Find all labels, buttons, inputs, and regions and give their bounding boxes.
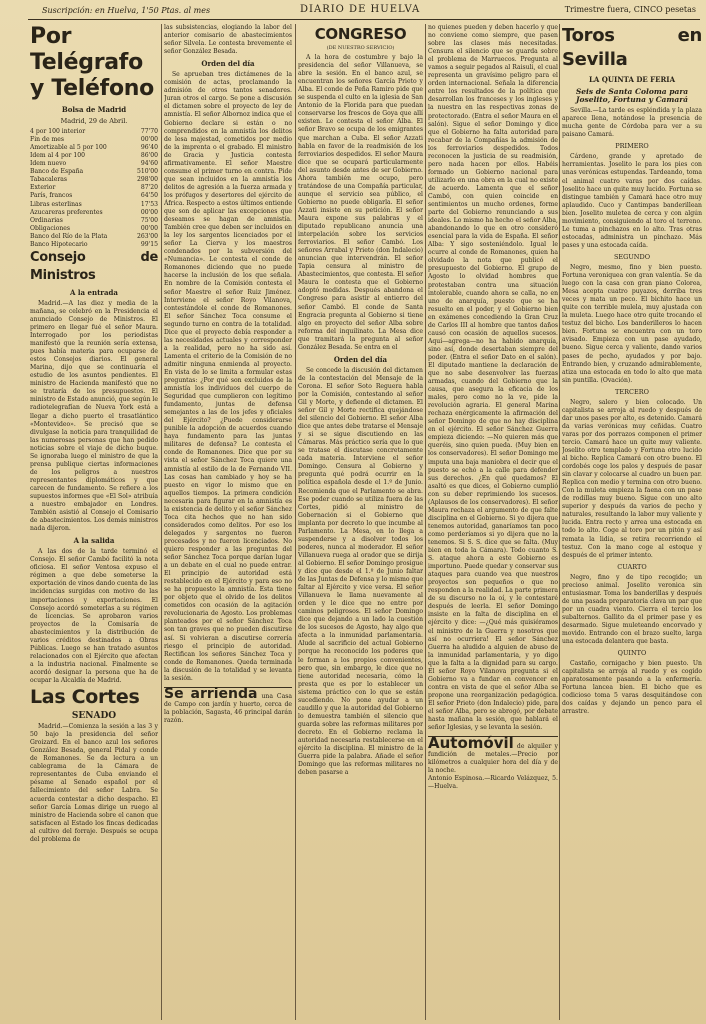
column-3 xyxy=(298,24,423,1020)
toros-intro: Sevilla.—La tarde es espléndida y la plaza aparece llena, notándose la presencia de mucha gente de Córdoba para ver a su paisano Camará. xyxy=(562,107,702,139)
bolsa-security: Banco Hipotecario xyxy=(30,240,88,248)
bolsa-row xyxy=(30,217,158,225)
column-4 xyxy=(428,24,558,1020)
bolsa-row xyxy=(30,201,158,209)
automovil-ad-text: de alquiler y fundición de metales.—Precio por kilómetros a cualquier hora del día y de la noche. xyxy=(428,743,558,775)
arrienda-ad-text: una Casa de Campo con jardín y huerto, cerca de la población, Sagasta, 46 principal darán razón. xyxy=(164,692,292,724)
telegraph-headline: Por Telégrafo y Teléfono xyxy=(30,24,154,101)
orden-article: Se aprueban tres dictámenes de la comisión de actas, proclamando la admisión de otros tantos senadores. Juran otros el cargo. Se pone a discusión el dictamen sobre el proyecto de ley de amnistía. El señor Albornoz indica que el Gobierno declare si están o no comprendidos en la amnistía los delitos de lesa majestad, cometidos por medio de la imprenta o el grabado. El ministro de Gracia y Justicia contesta afirmativamente. El señor Maestre consume el primer turno en contra. Pide que sean incluidos en la amnistía los delitos de agresión a la fuerza armada y los prófugos y desertores del ejército de África. Respecto a estos últimos entiende que son de aplicar las excepciones que deseamos se hagan de amnistía. También cree que deben ser incluidos en la ley los sargentos licenciados por el señor La Cierva y los maestros condenados por la subversión del «Numancia». Le contesta el conde de Romanones diciendo que no puede hacerse la inclusión de los que señala. En nombre de la Comisión contesta el señor Maestre el señor Ruiz Jiménez. Interviene el señor Royo Vilanova, contestándole el conde de Romanones. El señor Sánchez Toca consume el segundo turno en contra de la totalidad. Dice que el proyecto debía responder a las necesidades actuales y corresponder a la realidad, pero no ha sido así. Lamenta el criterio de la Comisión de no admitir ninguna enmienda al proyecto. En vista de lo se limita a formular estas preguntas: ¿Por qué son excluidos de la amnistía los individuos del cuerpo de Seguridad que cumplieron con legítimo fundamento, juntas de defensa semejantes a las de los jefes y oficiales del Ejército? ¿Puede considerarse punible la adopción de acuerdos cuando haya fundamento para las juntas militares de defensa? Le contesta el conde de Romanones. Dice que por su vista el señor Sánchez Toca quiere una amnistía al estilo de la de Fernando VII. Las cosas han cambiado y hoy se ha puesto en vigor lo mismo que en aquellos tiempos. La primera condición necesaria para figurar en la amnistía es la existencia de delito y el señor Sánchez Toca cita hechos que no han sido considerados como delitos. Por eso los delegados y sargentos no fueron procesados y no fueron licenciados. No quiero responder a las preguntas del señor Sánchez Toca porque darían lugar a un debate en el cual no puede entrar. El principio de autoridad está restablecido en el Ejército y para eso no se ha propuesto la amnistía. Esta tiene por objeto que el olvido de los delitos cometidos con ocasión de la agitación revolucionaria de Agosto. Los problemas planteados por el señor Sánchez Toca son tan graves que no pueden discutirse así. Si volvieran a discutirse correría riesgo el principio de autoridad. Rectifican los señores Sánchez Toca y conde de Romanones. Queda terminada la discusión de la totalidad y se levanta la sesión. xyxy=(164,71,292,682)
bolsa-price: 00'00 xyxy=(140,224,158,232)
bolsa-row xyxy=(30,176,158,184)
bolsa-price: 510'00 xyxy=(136,168,158,176)
bolsa-row xyxy=(30,209,158,217)
senado-article: Madrid.—Comienza la sesión a las 3 y 50 bajo la presidencia del señor Groizard. En el banco azul los señores González Besada, general Pidal y conde de Romanones. Se da lectura a un cablegrama de la Cámara de representantes de Cuba enviando el pésame al Senado español por el fallecimiento del señor Labra. Se acuerda contestar a dicho despacho. El señor García Lomas dirige un ruego al ministro de Hacienda sobre el canon que satisfacen al Estado los fincas dedicadas al cultivo del forraje. Después se ocupa del problema de xyxy=(30,723,158,843)
orden-del-dia-label: Orden del día xyxy=(333,354,388,364)
column-divider xyxy=(425,24,426,1020)
bolsa-security: Obligaciones xyxy=(30,224,71,232)
column-divider xyxy=(559,24,560,1020)
bolsa-security: París, francos xyxy=(30,192,73,200)
arrienda-ad xyxy=(164,687,292,725)
bolsa-security: Libras esterlinas xyxy=(30,200,82,208)
bolsa-price: 86'00 xyxy=(140,152,158,160)
toros-subheading: Seis de Santa Coloma para Joselito, Fortuna y Camará xyxy=(575,87,689,105)
page-header xyxy=(0,2,706,20)
quinta-feria-label: LA QUINTA DE FERIA xyxy=(588,75,676,84)
masthead: DIARIO DE HUELVA xyxy=(300,4,421,15)
bolsa-price: 298'00 xyxy=(136,176,158,184)
tercero-label: TERCERO xyxy=(615,387,649,396)
congreso-article: A la hora de costumbre y bajo la presidencia del señor Villanueva, se abre la sesión. En el banco azul, se encuentran los señores García Prieto y Alba. El conde de Peña Ramiro pide que se suspenda el culto en la iglesia de San Antonio de la Florida para que puedan conservarse los frescos de Goya que allí existen. Le contesta el señor Alba. El señor Bravo se ocupa de los emigrantes que marchan a Cuba. El señor Azzati habla en favor de la readmisión de los ferroviarios despedidos. El señor Maura dice que se ocupará particularmente del asunto desde antes de ser Gobierno. Ahora también me ocupo, pero tratándose de una Compañía particular, aunque el servicio sea público, el Gobierno no puede obligarla. El señor Azzati insiste en su petición. El señor Maura expone sus palabras y el diputado republicano anuncia una interpelación sobre los servicios ferroviarios. El señor Cambó. Los señores Arrabal y Prieto (don Indalecio) anuncian que intervendrán. El señor Tapia censura al ministro de Abastecimientos, que contesta. El señor Maura le contesta que el Gobierno adoptó medidas. Después abandona el Congreso para asistir al entierro del señor Cambó. El conde de Santa Engracia pregunta al Gobierno si tiene algo en proyecto del señor Alba sobre reforma del inquilinato. La Mesa dice que tramitará la pregunta al señor González Besada. Se entra en el xyxy=(298,54,423,351)
bolsa-security: Exterior xyxy=(30,184,56,192)
bolsa-price: 96'40 xyxy=(140,144,158,152)
bolsa-price: 94'60 xyxy=(140,160,158,168)
bolsa-security: Idem nuevo xyxy=(30,160,67,168)
bolsa-security: Tabacaleras xyxy=(30,176,68,184)
bolsa-date: Madrid, 29 de Abril. xyxy=(60,117,128,126)
column-divider xyxy=(295,24,296,1020)
salida-label: A la salida xyxy=(73,536,115,546)
primero-label: PRIMERO xyxy=(615,142,649,151)
subscription-note: Suscripción: en Huelva, 1'50 Ptas. al mes xyxy=(42,6,211,15)
bolsa-title: Bolsa de Madrid xyxy=(61,105,127,114)
bolsa-row xyxy=(30,152,158,160)
cortes-headline: Las Cortes xyxy=(30,686,140,709)
bolsa-row xyxy=(30,144,158,152)
bolsa-security: Amortizable al 5 por 100 xyxy=(30,144,107,152)
bolsa-table xyxy=(30,128,158,249)
consejo-headline: Consejo de Ministros xyxy=(30,249,158,283)
entrada-article: Madrid.—A las diez y media de la mañana, se celebró en la Presidencia el anunciado Consejo de Ministros. El primero en llegar fué el señor Maura. Interrogado por los periodistas manifestó que la reunión sería extensa, pues había materia para ocuparse de estos Consejos diarios. El general Marina, dijo que se continuaría el estudio de los asuntos pendientes. El ministro de Hacienda manifestó que no se trataría de los presupuestos. El ministro de Estado anunció, que según le radiotelegrafían de Nueva York está a llegar a dicho puerto el trasatlántico «Montevideo». Se precisó que se divulgase la noticia para tranquilidad de las numerosas personas que han pedido noticias sobre el viaje de dicho buque. Se ignoraba luego el ministro de que la prensa publique ciertas informaciones de los peligros a nuestros representantes diplomáticos y que carecen de fundamento. Se refiere a los supuestos informes que «El Sol» atribuía a nuestro embajador en Londres. También asistió al Consejo el Comisario de abastecimientos. Los demás ministros nada dijeron. xyxy=(30,299,158,533)
column-2 xyxy=(164,24,292,1020)
arrienda-ad-title: Se arrienda xyxy=(164,685,258,702)
entrada-label: A la entrada xyxy=(70,287,118,297)
congreso-orden-article: Se concede la discusión del dictamen de la contestación del Mensaje de la Corona. El señor Soto Reguera habla por la Comisión, contestando al señor Gil y Morte, y defiende el dictamen. El señor Gil y Morte rectifica quejándose del silencio del Gobierno. El señor Alba dice que antes debe tratarse el Mensaje y si se sigue discutiendo en las Cámaras. Más práctico sería que lo que se tratase el discutase concretamente cada materia. Interviene el señor Domingo. Censura al Gobierno y pregunta qué podrá ocurrir en la política española desde el 1.º de Junio. Recomienda que el Parlamento se abra. Ese poder cuando se utiliza fuera de las Cortes, pidió al ministro de Gobernación si el Gobierno que implanta por decreto lo que incumbe al Parlamento. La Mesa, en lo llega a suspenderse y a disolver todos los poderes, nunca al moderador. El señor Villanueva ruega al orador que se dirija al Gobierno. El señor Domingo prosigue y dice que desde el 1.º de Junio faltar de las Juntas de Defensa y lo mismo que faltar al Ejército y vice versa. El señor Villanueva le llama nuevamente al orden y le dice que no entre por caminos peligrosos. El señor Domingo dice que dejando a un lado la cuestión de los sucesos de Agosto, hay algo que afecta a la inmunidad parlamentaria. Alude al sacrificio del actual Gobierno porque ha reconocido los poderes que le forman a los propios convenientes, pero que, sin embargo, le dice que no tiene autoridad necesaria, cómo la presta que es por lo establecer un sistema práctico con lo que se están sucediendo. No pone ayudar a un caudillo y que la autoridad del Gobierno lo demuestra también el silencio que guarda sobre las reformas militares por decreto. En el Gobierno reclama la autoridad necesaria restablecerse en el ejército la disciplina. El ministro de la Guerra pide la palabra. Añade el señor Domingo que las reformas militares no deben pasarse a xyxy=(298,366,423,777)
orden-del-dia-label: Orden del día xyxy=(201,59,255,69)
column-1 xyxy=(30,24,158,1020)
bolsa-security: Ordinarias xyxy=(30,216,63,224)
salida-article: A las dos de la tarde terminó el Consejo. El señor Cambó facilitó la nota oficiosa. El señor Ventosa expuso el régimen a que debe someterse la exportación de vinos dando cuenta de las incidencias surgidas con motivo de las importaciones y exportaciones. El Consejo acordó someterlas a su régimen de licencias. Se aprobaron varios proyectos de la Comisaría de abastecimientos y la distribución de varios créditos destinados a Obras Públicas. Luego se han tratado asuntos relacionados con el Ejército que afectan a la industria nacional. Finalmente se acordó designar la persona que ha de ocupar la Alcaldía de Madrid. xyxy=(30,548,158,684)
column-divider xyxy=(161,24,162,1020)
bolsa-row xyxy=(30,225,158,233)
bolsa-price: 00'00 xyxy=(140,136,158,144)
bolsa-price: 77'70 xyxy=(140,128,158,136)
bolsa-security: Fin de mes xyxy=(30,136,64,144)
bolsa-price: 99'15 xyxy=(140,240,158,248)
automovil-ad-contact: Antonio Espinosa.—Ricardo Velázquez, 5.—Huelva. xyxy=(428,775,558,791)
segundo-label: SEGUNDO xyxy=(613,252,651,261)
bolsa-security: 4 por 100 interior xyxy=(30,128,86,136)
header-rule xyxy=(28,19,700,20)
bolsa-row xyxy=(30,136,158,144)
bolsa-row xyxy=(30,192,158,200)
automovil-ad xyxy=(428,736,558,791)
bolsa-row xyxy=(30,168,158,176)
congreso-headline: CONGRESO xyxy=(314,25,407,43)
toros-headline: Toros en Sevilla xyxy=(562,25,702,70)
bolsa-security: Idem al 4 por 100 xyxy=(30,152,86,160)
bolsa-price: 75'00 xyxy=(140,216,158,224)
bolsa-row xyxy=(30,233,158,241)
quinto-label: QUINTO xyxy=(617,649,647,658)
congreso-continued: no quienes pueden y deben hacerlo y que no conviene como siempre, que pasen sobre las clases más necesitadas. Censura el silencio que se guarda sobre el problema de Marruecos. Pregunta al vamos a seguir pegados al Raisuli, el cual representa un gravísimo peligro para el orden internacional. Señala la diferencia entre los resultados de la política que desarrollan los franceses y los ingleses y la nuestra en las respectivas zonas de protectorado. (Entra el señor Maura en el salón). Sigue el señor Domingo y dice que el Gobierno ha falta autoridad para recabar de la Compañías la admisión de los ferroviarios despedidos. Todos reconocen la justicia de su readmisión, pero nada hacen por ellos. Habéis formado un Gobierno nacional para utilizarlo en una obra en la cual no existe de acuerdo. Lamenta que el señor Cambó, con quien coincide en sentimientos un mucho ordenes, forme parte del Gobierno renunciando a sus ideales. Lo mismo ha hecho el señor Alba, abandonando lo que en otro consideró esencial para la vida de España. El señor Alba: Y sigo sosteniéndolo. Igual le ocurre al conde de Romanones, quien ha olvidado la nota que publicó el presupuesto del Gobierno. El grupo de Agosto lo olvidad hombres que protestaban contra una situación intolerable, cuando ahora se calla, no en uno de anarquía, puesto que se ha resuelto en el poder, y el Gobierno bien en exámenes concediendo la Gran Cruz de Carlos III al hombre que tantos daños causó con ocasión de aquellos sucesos. Aquí—agrega—no ha habido anarquía, sino así, donde desertaban siempre del poder. (Entra el señor Dato en el salón). El diputado mantiene la declaración de que no sabe desenvolver las fuerzas armadas, cuando del Gobierno que la causa, que asegura la eficacia de los males, pero como no la ve, pide la revolución agraria. El general Marina rechaza enérgicamente la afirmación del señor Domingo de que no hay disciplina en el ejército. El señor Sánchez Guerra empieza diciendo: —No quieren más que queréis, sino quien pueda. (Muy bien en los conservadores). El señor Domingo me imputa una baja maniobra el decir que el puesto se echó a la calle para defender sus derechos. ¿En qué quedamos? El asaltó es que dices, el Gobierno cumplió con su deber reprimiendo los sucesos. (Aplausos de los conservadores). El señor Maura rechaza el argumento de que falte disciplina en el Gobierno. Si yo dijera que tenemos autoridad, ganaríamos tan poco como perderíamos si yo dijera que no la tenemos. Si S. S. dice que se falta. (Muy bien en toda la Cámara). Todo cuanto S. S. ataque ahora a este Gobierno es importuno. Puede quedar y conservar sus ataques para cuando vea que nuestros proyectos son pequeños o que no responden a la realidad. La parte primera de su discurso no la oí, y le contestaré después de leerla. El señor Domingo insiste en la falta de disciplina en el ejército y dice: —¿Qué más quisiéramos el ministro de la Guerra y nosotros que así no ocurriera! El señor Sánchez Guerra ha aludido a alguien de abuso de la inmunidad parlamentaria, y yo digo que la falta a la dignidad para su cargo. El señor Royo Vilanova pregunta si el Gobierno va a fundar en convencer en contra en vista de que el señor Alba se propone una reorganización pedagógica. El señor Prieto (don Indalecio) pide, para el señor Alba, pero se abrogó, por debate hasta mañana la sesión, que hablará el señor Iglesias, y se levanta la sesión. xyxy=(428,24,558,732)
bolsa-security: Azucareras preferentes xyxy=(30,208,103,216)
bolsa-row xyxy=(30,241,158,249)
bolsa-row xyxy=(30,160,158,168)
bolsa-price: 87'20 xyxy=(140,184,158,192)
bolsa-price: 64'50 xyxy=(140,192,158,200)
segundo-text: Negro, mesmo, fino y bien puesto. Fortuna veroniquea con gran valentía. Se da luego con la casa con gran piano Colorea, Mesa acepta cuatro puyazos, derriba tres veces y mata un peco. El bichito hace un quite con terrible mulela, muy ajustada con la muleta. Luego hace otro quite trocando el testuz del bicho. Los banderilleros lo hacen bien. Fortuna se encuentra con un toro avisado. Empieza con un pase ayudado, bueno. Sigue cerca y valiente, dando varios pases de pecho, ayudados y por bajo. Entrando bien, y cruzando admirablemente, atiza una estocada en todo lo alto que mata sin puntilla. (Ovación). xyxy=(562,263,702,384)
bolsa-row xyxy=(30,128,158,136)
senado-continued: las subsistencias, elogiando la labor del anterior comisario de abastecimientos señor Silvela. Le contesta brevemente el señor González Besada. xyxy=(164,24,292,56)
bolsa-price: 00'00 xyxy=(140,208,158,216)
tercero-text: Negro, salero y bien colocado. Un capitalista se arroja al ruedo y después de dar unos pases por alto, es detenido. Camará da varias verónicas muy ceñidas. Cuatro varas por dos porrazos componen el primer tercio. Camará hace un quite muy valiente. Joselito otro templado y Fortuna otro lucido al bicho. Replica Camará con otro bueno. El cordobés coge los palos y después de pasar sin clavar y colocarse al cuadro un buen par. Replica con medio y termina con otro bueno. Con la muleta empieza la faena con un pase de rodillas muy bueno. Sigue con uno alto superior y después da varios de pecho y naturales, resultando la labor muy valiente y lucida. Entra recto y arrea una estocada en todo lo alto. Coge al toro por un pitón y así remata la lidia, se retira recorriendo el testuz. Con la mano coge al estoque y después de el primer intento. xyxy=(562,398,702,559)
cuarto-text: Negro, fino y de tipo recogido; un precioso animal. Joselito veronica sin entusiasmar. Toma los banderillas y después de una pasada preparatoria clava un par que por un cuadra viento. Cierra el tercio los subalternos. Gallito da el primer pase y es desarmado. Sigue muleteando encorvado y movido. Entrando con el brazo suelto, larga una estocada delantera que basta. xyxy=(562,573,702,646)
bolsa-row xyxy=(30,184,158,192)
quinto-text: Castaño, cornigacho y bien puesto. Un capitalista se arroja al ruedo y es cogido aparatosamente pasando a la enfermería. Fortuna lancea bien. El bicho que es codicioso toma 5 varas desquitándose con dos caídas y dejando un penco para el arrastre. xyxy=(562,660,702,716)
column-5 xyxy=(562,24,702,1020)
cuarto-label: CUARTO xyxy=(617,562,647,571)
trimester-price: Trimestre fuera, CINCO pesetas xyxy=(564,5,696,14)
bolsa-security: Banco de España xyxy=(30,168,84,176)
congreso-service-note: (DE NUESTRO SERVICIO) xyxy=(326,45,395,51)
bolsa-price: 17'53 xyxy=(140,200,158,208)
senado-label: SENADO xyxy=(71,711,117,722)
bolsa-price: 263'00 xyxy=(136,232,158,240)
bolsa-security: Banco del Río de la Plata xyxy=(30,232,108,240)
automovil-ad-title: Automóvil xyxy=(428,734,514,753)
primero-text: Cárdeno, grande y apretado de herramientas. Joselito le para los pies con unas verónicas estupendas. Tardeando, toma el animal cuatro varas por dos caídas. Joselito hace un quite muy lucido. Fortuna se distingue también y Camará hace otro muy aplaudido. Cuco y Cantimpas banderillean bien. Joselito muletea de cerca y con algún movimiento, consiguiendo al toro el terreno. Le tuma a pinchazos en lo alto. Tras otras estocadas, administra un pinchazo. Más pases y una estocada caída. xyxy=(562,153,702,249)
